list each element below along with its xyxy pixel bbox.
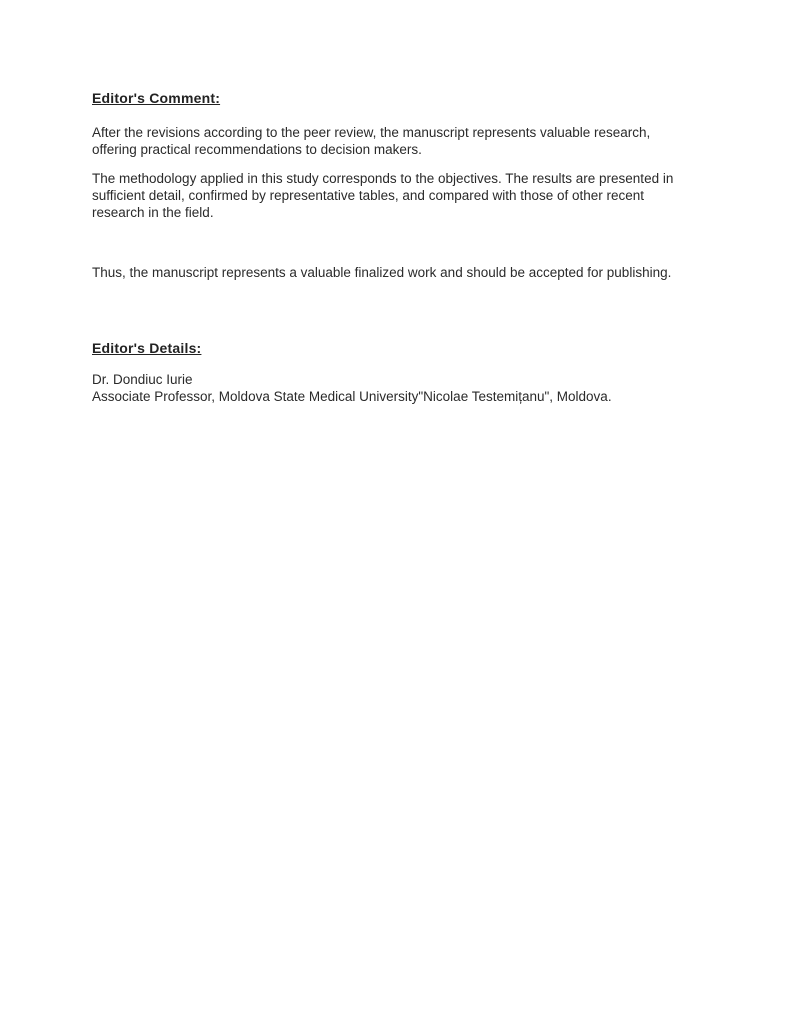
editors-details-heading: Editor's Details: xyxy=(92,340,202,356)
comment-paragraph-2: The methodology applied in this study corresponds to the objectives. The results are presented in sufficient detail, confirmed by representative tables, and compared with those of other recent research in the field. xyxy=(92,171,674,220)
editors-comment-heading: Editor's Comment: xyxy=(92,90,221,106)
editor-name-line: Dr. Dondiuc Iurie xyxy=(92,372,193,387)
comment-paragraph-1: After the revisions according to the peer review, the manuscript represents valuable research, offering practical recommendations to decision makers. xyxy=(92,125,651,157)
document-content xyxy=(92,90,692,405)
editor-affiliation-line: Associate Professor, Moldova State Medical University"Nicolae Testemițanu", Moldova. xyxy=(92,389,612,404)
comment-paragraph-3: Thus, the manuscript represents a valuable finalized work and should be accepted for publishing. xyxy=(92,265,672,280)
